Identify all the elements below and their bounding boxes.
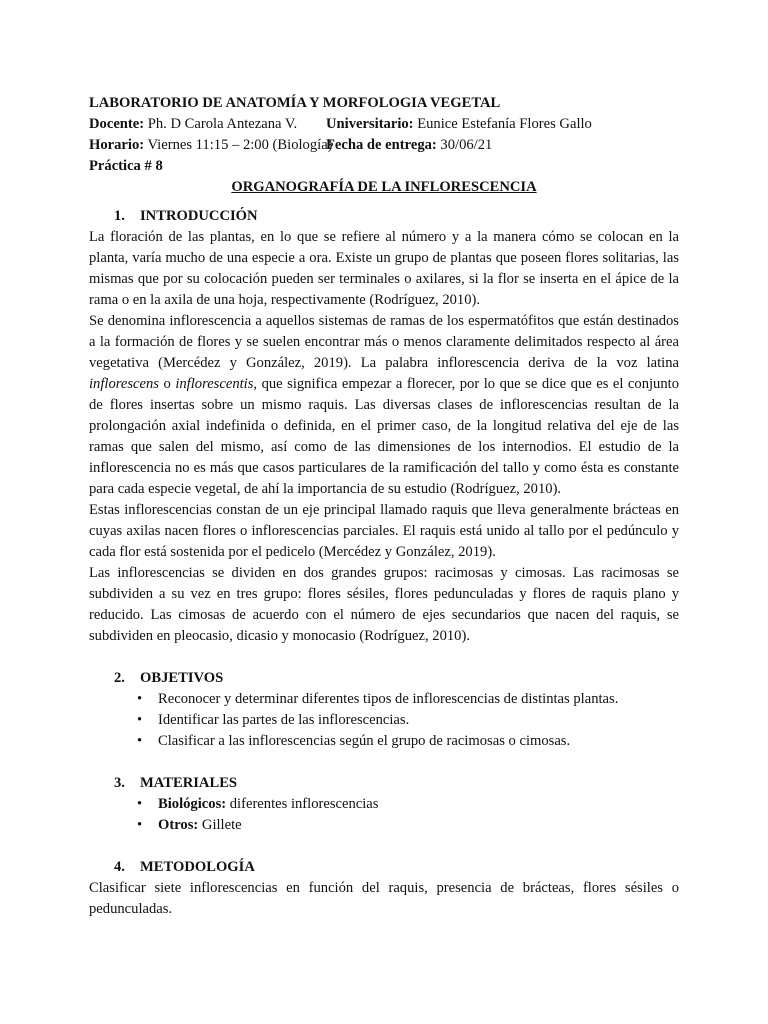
list-item [89,731,679,752]
spacer [89,836,679,849]
bullet-icon: • [137,733,143,749]
universitario-value: Eunice Estefanía Flores Gallo [413,116,592,132]
italic-term: inflorescens [89,376,159,392]
section-title: INTRODUCCIÓN [140,208,258,224]
section-number: 3. [114,775,125,791]
section-title: OBJETIVOS [140,670,224,686]
list-item-text: Identificar las partes de las inflorescencias. [158,712,410,728]
text-run: o [158,376,176,392]
docente-value: Ph. D Carola Antezana V. [144,116,298,132]
list-item-text: Clasificar a las inflorescencias según el grupo de racimosas o cimosas. [158,733,571,749]
universitario-field [326,114,592,135]
list-item-text: Gillete [198,817,242,833]
intro-paragraph-1: La floración de las plantas, en lo que se refiere al número y a la manera cómo se colocan en la planta, varía mucho de una especie a ora. Existe un grupo de plantas que poseen flores solitarias, las mismas que por su colocación pueden ser terminales o axilares, si la flor se inserta en el ápice de la rama o en la axila de una hoja, respectivamente (Rodríguez, 2010). [89,229,679,308]
horario-field [89,135,333,156]
section-heading-metodologia [89,857,679,878]
section-heading-introduccion [89,206,679,227]
header-row-1 [89,114,679,135]
bullet-icon: • [137,712,143,728]
spacer [89,647,679,660]
document-title: ORGANOGRAFÍA DE LA INFLORESCENCIA [231,179,537,195]
list-item-text: diferentes inflorescencias [226,796,379,812]
list-item [89,794,679,815]
lab-title: LABORATORIO DE ANATOMÍA Y MORFOLOGIA VEGETAL [89,95,501,111]
section-number: 1. [114,208,125,224]
list-item-label: Biológicos: [158,796,227,812]
horario-value: Viernes 11:15 – 2:00 (Biología) [144,137,333,153]
section-title: METODOLOGÍA [140,859,255,875]
docente-label: Docente: [89,116,145,132]
section-heading-materiales [89,773,679,794]
fecha-value: 30/06/21 [436,137,493,153]
text-run: Se denomina inflorescencia a aquellos sistemas de ramas de los espermatófitos que están destinados a la formación de flores y se suelen encontrar más o menos claramente delimitados respecto al área vegetativa (Mercédez y González, 2019). La palabra inflorescencia deriva de la voz latina [89,313,679,371]
list-item-label: Otros: [158,817,199,833]
spacer [89,752,679,765]
list-item [89,710,679,731]
list-item [89,815,679,836]
materiales-list [89,794,679,836]
list-item-text: Reconocer y determinar diferentes tipos de inflorescencias de distintas plantas. [158,691,619,707]
fecha-label: Fecha de entrega: [326,137,437,153]
italic-term: inflorescentis [175,376,254,392]
fecha-field [326,135,492,156]
practica-number: Práctica # 8 [89,158,163,174]
docente-field [89,114,326,135]
section-title: MATERIALES [140,775,238,791]
header-row-2 [89,135,679,156]
metodologia-paragraph: Clasificar siete inflorescencias en función del raquis, presencia de brácteas, flores sésiles o pedunculadas. [89,880,679,917]
section-heading-objetivos [89,668,679,689]
intro-paragraph-3: Estas inflorescencias constan de un eje principal llamado raquis que lleva generalmente brácteas en cuyas axilas nacen flores o inflorescencias parciales. El raquis está unido al tallo por el pedúnculo y cada flor está sostenida por el pedicelo (Mercédez y González, 2019). [89,502,679,560]
bullet-icon: • [137,817,143,833]
bullet-icon: • [137,691,143,707]
horario-label: Horario: [89,137,145,153]
document-page [89,93,679,920]
universitario-label: Universitario: [326,116,414,132]
section-number: 2. [114,670,125,686]
list-item [89,689,679,710]
text-run: , que significa empezar a florecer, por lo que se dice que es el conjunto de flores insertas sobre un mismo raquis. Las diversas clases de inflorescencias resultan de la prolongación axial indefinida o definida, en el primer caso, de la longitud relativa del eje de las ramas que salen del mismo, así como de las dimensiones de los internodios. El estudio de la inflorescencia no es más que casos particulares de la ramificación del tallo y como ésta es constante para cada especie vegetal, de ahí la importancia de su estudio (Rodríguez, 2010). [89,376,680,497]
intro-paragraph-2 [89,311,679,500]
bullet-icon: • [137,796,143,812]
section-number: 4. [114,859,125,875]
objetivos-list [89,689,679,752]
intro-paragraph-4: Las inflorescencias se dividen en dos grandes grupos: racimosas y cimosas. Las racimosas se subdividen a su vez en tres grupo: flores sésiles, flores pedunculadas y flores de raquis plano y reducido. Las cimosas de acuerdo con el número de ejes secundarios que nacen del raquis, se subdividen en pleocasio, dicasio y monocasio (Rodríguez, 2010). [89,565,679,644]
